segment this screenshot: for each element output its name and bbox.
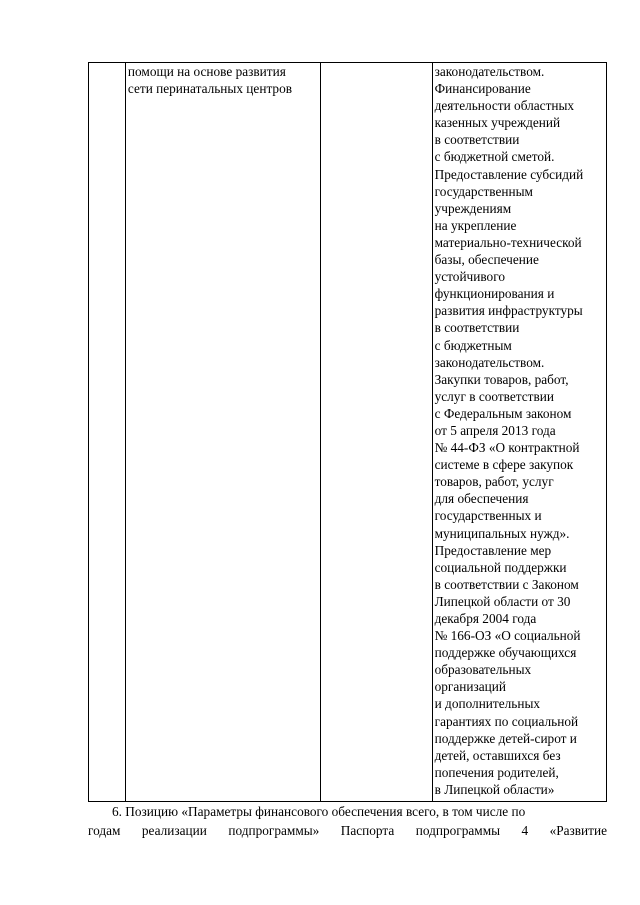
paragraph-line-2: годам реализации подпрограммы» Паспорта подпрограммы 4 «Развитие — [88, 823, 607, 838]
text-line: с бюджетной сметой. — [434, 149, 555, 165]
text-line: учреждениям — [434, 200, 512, 216]
text-line: организаций — [434, 679, 506, 695]
text-line: и дополнительных — [434, 696, 541, 712]
text-line: в соответствии — [434, 132, 520, 148]
text-line: Липецкой области от 30 — [434, 593, 571, 609]
text-line: муниципальных нужд». — [434, 525, 570, 541]
text-line: в соответствии с Законом — [434, 576, 579, 592]
text-line: товаров, работ, услуг — [434, 474, 554, 490]
text-line: социальной поддержки — [434, 559, 567, 575]
text-line: развития инфраструктуры — [434, 303, 583, 319]
text-line: в Липецкой области» — [434, 781, 555, 797]
text-line: базы, обеспечение — [434, 252, 539, 268]
text-line: государственных и — [434, 508, 542, 524]
text-line: государственным — [434, 183, 533, 199]
text-line: от 5 апреля 2013 года — [434, 422, 556, 438]
text-line: образовательных — [434, 662, 532, 678]
text-line: на укрепление — [434, 217, 517, 233]
mechanism-text — [435, 63, 604, 798]
text-line: деятельности областных — [434, 98, 575, 114]
text-line: детей, оставшихся без — [434, 747, 561, 763]
text-line: гарантиях по социальной — [434, 713, 579, 729]
text-line: поддержке обучающихся — [434, 645, 577, 661]
text-line: Предоставление субсидий — [434, 166, 584, 182]
text-line: декабря 2004 года — [434, 611, 537, 626]
text-line: законодательством. — [434, 354, 545, 370]
text-line: для обеспечения — [434, 491, 529, 507]
cell-number — [89, 63, 126, 802]
text-line: № 166-ОЗ «О социальной — [434, 628, 581, 644]
text-line: казенных учреждений — [434, 115, 561, 131]
task-name-text — [128, 63, 318, 97]
text-line: законодательством. — [434, 64, 545, 79]
table-row — [89, 63, 607, 802]
text-line: попечения родителей, — [434, 764, 559, 780]
cell-mechanism — [432, 63, 606, 802]
text-line: устойчивого — [434, 269, 505, 285]
text-line: поддержке детей-сирот и — [434, 730, 577, 746]
text-line: с бюджетным — [434, 337, 512, 353]
text-line: Закупки товаров, работ, — [434, 371, 569, 387]
text-line: в соответствии — [434, 320, 520, 336]
text-line: материально-технической — [434, 234, 582, 250]
text-line: сети перинатальных центров — [127, 81, 292, 97]
cell-empty — [320, 63, 432, 802]
text-line: функционирования и — [434, 286, 555, 302]
text-line: услуг в соответствии — [434, 388, 554, 404]
text-line: Финансирование — [434, 81, 531, 97]
program-table — [88, 62, 607, 802]
paragraph-line-1: 6. Позицию «Параметры финансового обеспечения всего, в том числе по — [112, 804, 526, 819]
text-line: системе в сфере закупок — [434, 457, 574, 473]
text-line: Предоставление мер — [434, 542, 552, 558]
cell-task-name — [125, 63, 320, 802]
text-line: с Федеральным законом — [434, 405, 572, 421]
text-line: № 44-ФЗ «О контрактной — [434, 440, 580, 456]
text-line: помощи на основе развития — [127, 64, 286, 79]
